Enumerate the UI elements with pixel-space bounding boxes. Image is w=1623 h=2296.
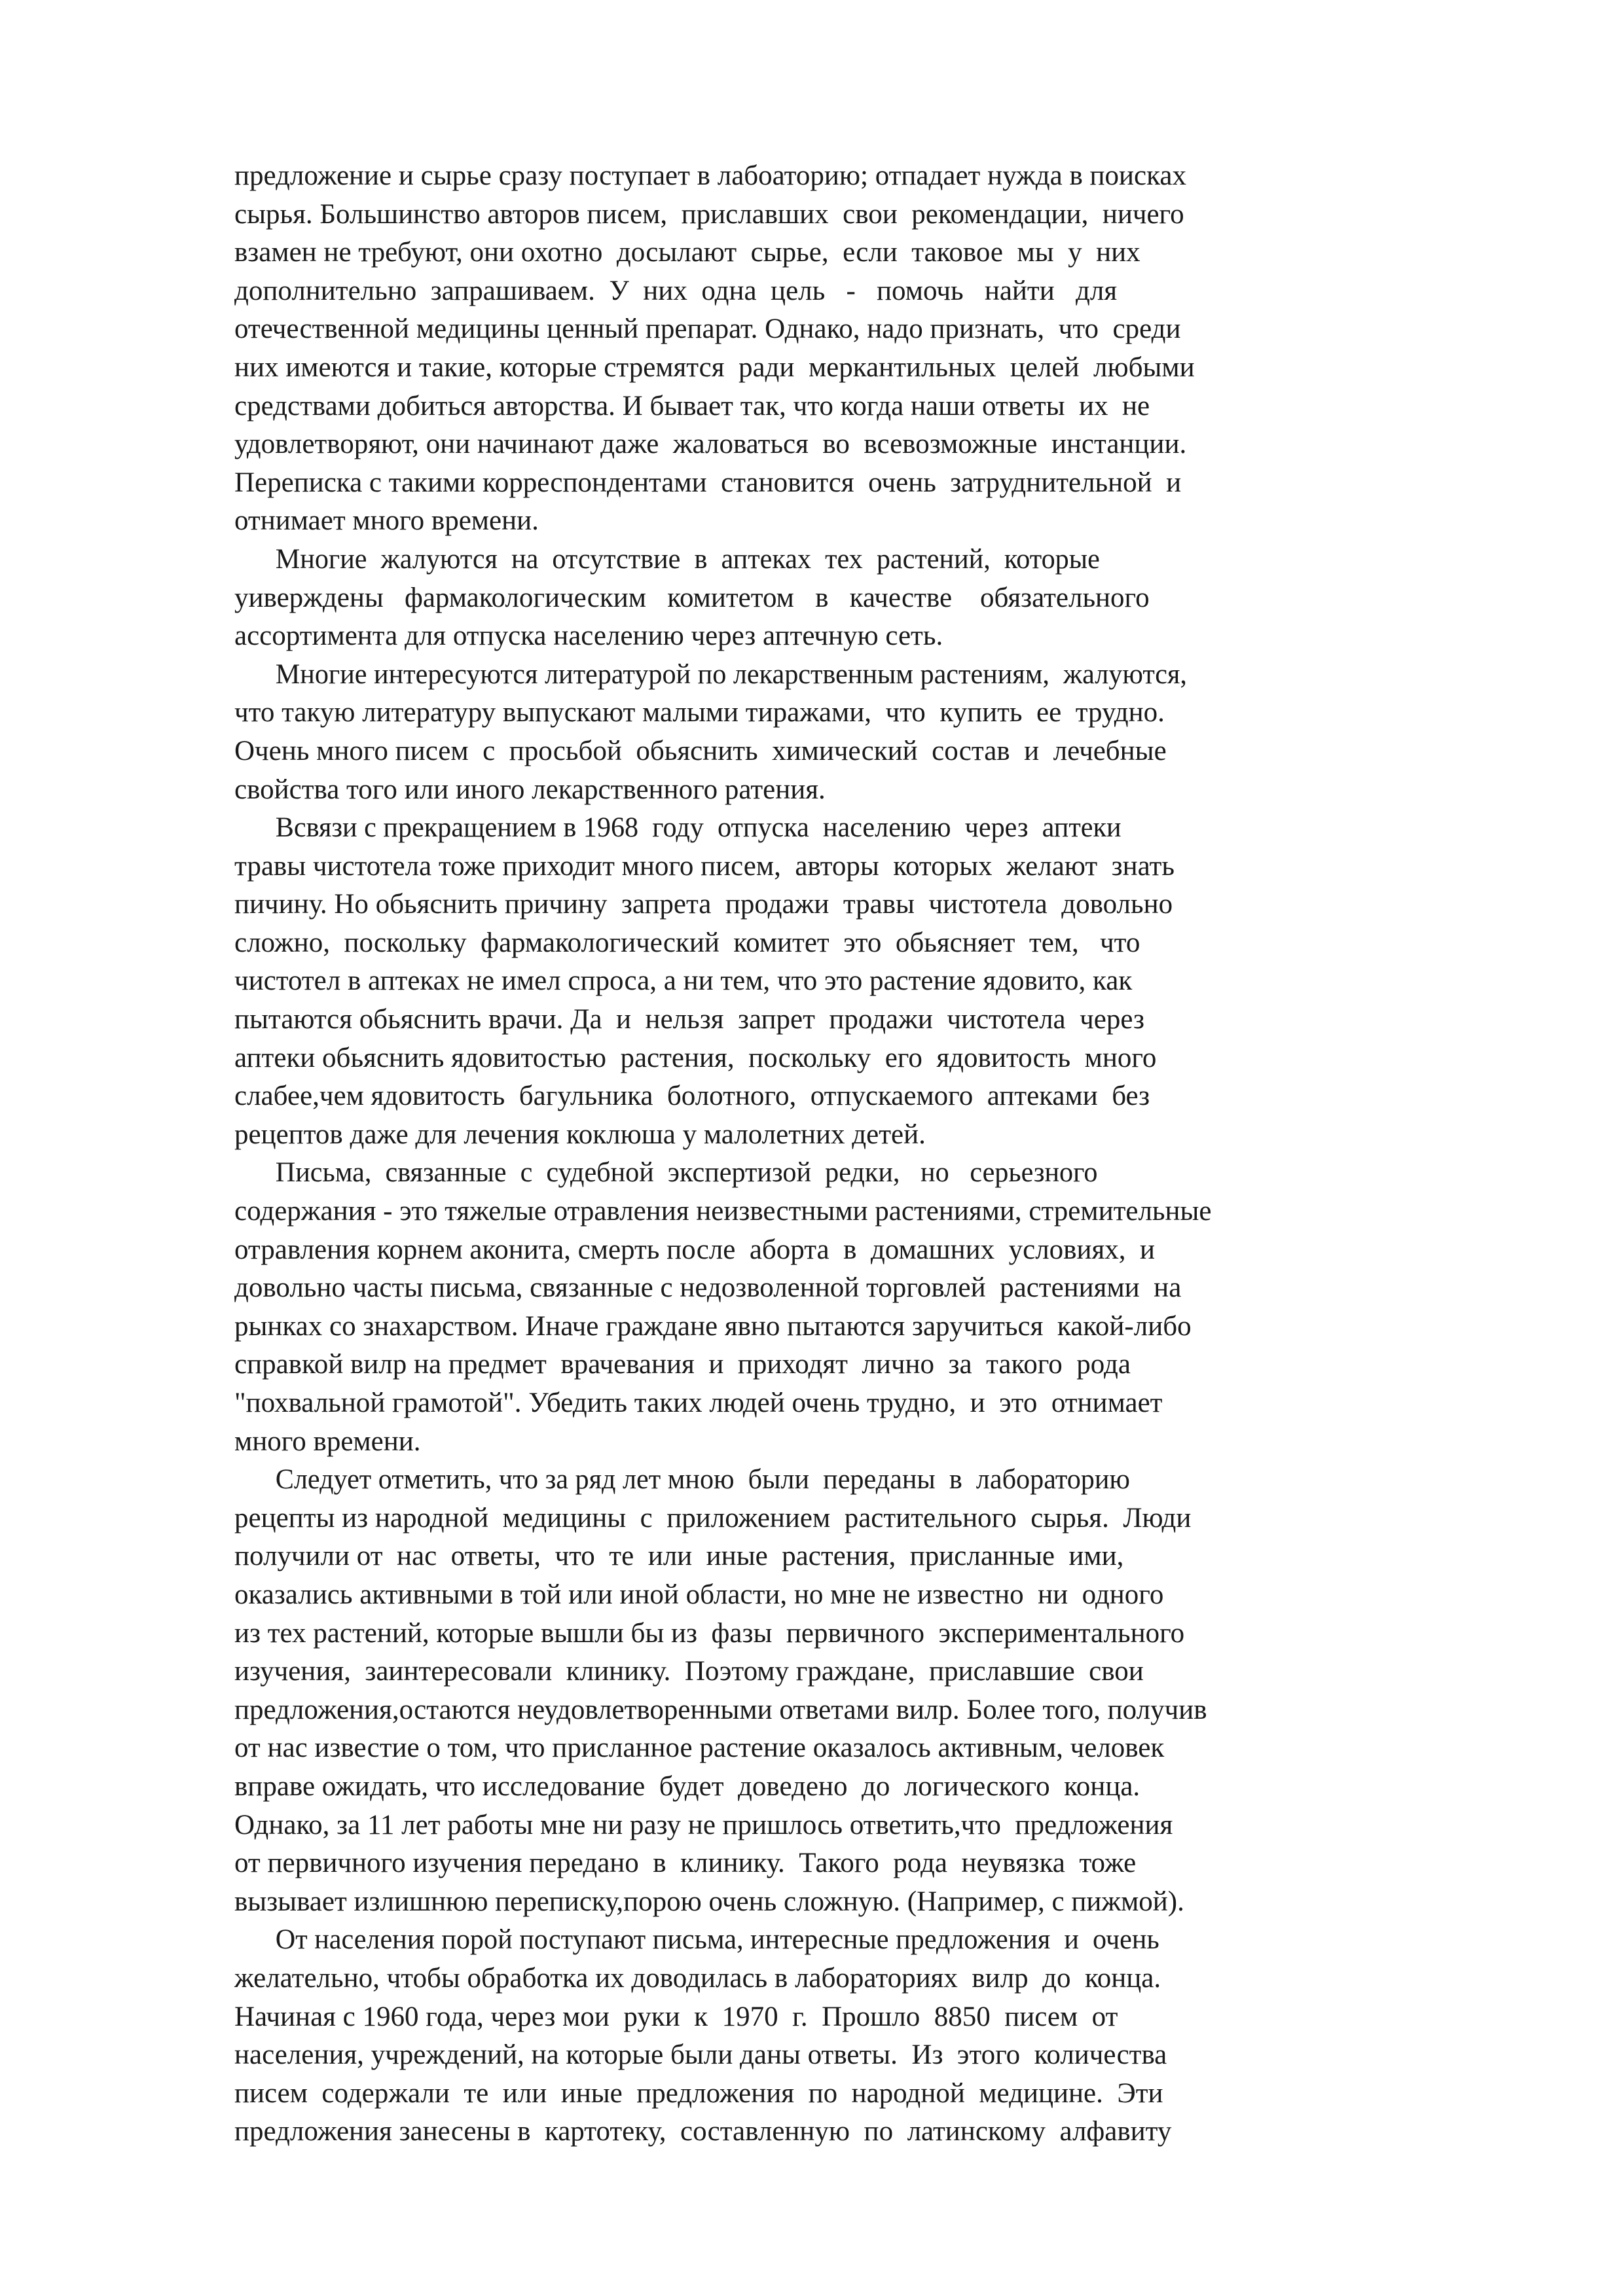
text-line: что такую литературу выпускают малыми тиражами, что купить ее трудно. (234, 697, 1165, 728)
text-line: свойства того или иного лекарственного ратения. (234, 774, 826, 805)
text-line: рынках со знахарством. Иначе граждане явно пытаются заручиться какой-либо (234, 1310, 1192, 1342)
text-line: Однако, за 11 лет работы мне ни разу не пришлось ответить,что предложения (234, 1809, 1173, 1840)
text-line: аптеки обьяснить ядовитостью растения, поскольку его ядовитость много (234, 1042, 1157, 1073)
text-line: Очень много писем с просьбой обьяснить химический состав и лечебные (234, 735, 1167, 766)
text-line: Многие жалуются на отсутствие в аптеках тех растений, которые (275, 543, 1100, 575)
text-line: Начиная с 1960 года, через мои руки к 1970 г. Прошло 8850 писем от (234, 2001, 1118, 2032)
text-line: чистотел в аптеках не имел спроса, а ни тем, что это растение ядовито, как (234, 965, 1133, 997)
text-line: От населения порой поступают письма, интересные предложения и очень (275, 1924, 1159, 1956)
text-line: уиверждены фармакологическим комитетом в качестве обязательного (234, 582, 1150, 613)
body-text (234, 157, 1387, 2151)
text-line: них имеются и такие, которые стремятся ради меркантильных целей любыми (234, 351, 1195, 383)
text-line: отечественной медицины ценный препарат. Однако, надо признать, что среди (234, 314, 1181, 345)
text-line: изучения, заинтересовали клинику. Поэтому граждане, приславшие свои (234, 1656, 1144, 1687)
text-line: справкой вилр на предмет врачевания и приходят лично за такого рода (234, 1349, 1131, 1380)
text-line: взамен не требуют, они охотно досылают сырье, если таковое мы у них (234, 237, 1140, 268)
text-line: предложение и сырье сразу поступает в лабоаторию; отпадает нужда в поисках (234, 160, 1186, 191)
text-line: отравления корнем аконита, смерть после аборта в домашних условиях, и (234, 1234, 1156, 1265)
text-line: пичину. Но обьяснить причину запрета продажи травы чистотела довольно (234, 889, 1173, 920)
text-line: много времени. (234, 1426, 421, 1457)
text-line: довольно часты письма, связанные с недозволенной торговлей растениями на (234, 1272, 1182, 1304)
text-line: отнимает много времени. (234, 505, 539, 537)
text-line: травы чистотела тоже приходит много писем, авторы которых желают знать (234, 850, 1175, 882)
text-line: предложения занесены в картотеку, составленную по латинскому алфавиту (234, 2116, 1172, 2147)
text-line: вызывает излишнюю переписку,порою очень сложную. (Например, с пижмой). (234, 1886, 1184, 1917)
text-line: дополнительно запрашиваем. У них одна цель - помочь найти для (234, 275, 1118, 306)
text-line: рецептов даже для лечения коклюша у малолетних детей. (234, 1119, 926, 1150)
text-line: Переписка с такими корреспондентами становится очень затруднительной и (234, 467, 1182, 498)
text-line: населения, учреждений, на которые были даны ответы. Из этого количества (234, 2039, 1167, 2071)
text-line: Многие интересуются литературой по лекарственным растениям, жалуются, (275, 658, 1187, 690)
text-line: Следует отметить, что за ряд лет мною были переданы в лабораторию (275, 1464, 1130, 1496)
text-line: Письма, связанные с судебной экспертизой редки, но серьезного (275, 1157, 1098, 1189)
text-line: "похвальной грамотой". Убедить таких людей очень трудно, и это отнимает (234, 1388, 1163, 1418)
text-line: вправе ожидать, что исследование будет доведено до логического конца. (234, 1770, 1140, 1802)
text-line: сырья. Большинство авторов писем, приславших свои рекомендации, ничего (234, 198, 1184, 230)
text-line: сложно, поскольку фармакологический комитет это обьясняет тем, что (234, 927, 1140, 958)
text-line: от нас известие о том, что присланное растение оказалось активным, человек (234, 1732, 1165, 1764)
text-line: желательно, чтобы обработка их доводилась в лабораториях вилр до конца. (234, 1962, 1161, 1994)
text-line: Всвязи с прекращением в 1968 году отпуска населению через аптеки (275, 812, 1122, 844)
text-line: пытаются обьяснить врачи. Да и нельзя запрет продажи чистотела через (234, 1004, 1144, 1035)
text-line: рецепты из народной медицины с приложением растительного сырья. Люди (234, 1502, 1192, 1534)
text-line: предложения,остаются неудовлетворенными ответами вилр. Более того, получив (234, 1694, 1207, 1725)
text-line: оказались активными в той или иной области, но мне не известно ни одного (234, 1579, 1164, 1610)
text-line: ассортимента для отпуска населению через аптечную сеть. (234, 620, 943, 652)
text-line: от первичного изучения передано в клинику. Такого рода неувязка тоже (234, 1848, 1137, 1879)
text-line: из тех растений, которые вышли бы из фазы первичного экспериментального (234, 1617, 1185, 1649)
text-line: слабее,чем ядовитость багульника болотного, отпускаемого аптеками без (234, 1081, 1150, 1112)
text-line: удовлетворяют, они начинают даже жаловаться во всевозможные инстанции. (234, 429, 1187, 460)
text-line: получили от нас ответы, что те или иные растения, присланные ими, (234, 1541, 1124, 1572)
text-line: содержания - это тяжелые отравления неизвестными растениями, стремительные (234, 1196, 1212, 1227)
text-line: писем содержали те или иные предложения по народной медицине. Эти (234, 2077, 1163, 2109)
text-line: средствами добиться авторства. И бывает так, что когда наши ответы их не (234, 390, 1150, 422)
